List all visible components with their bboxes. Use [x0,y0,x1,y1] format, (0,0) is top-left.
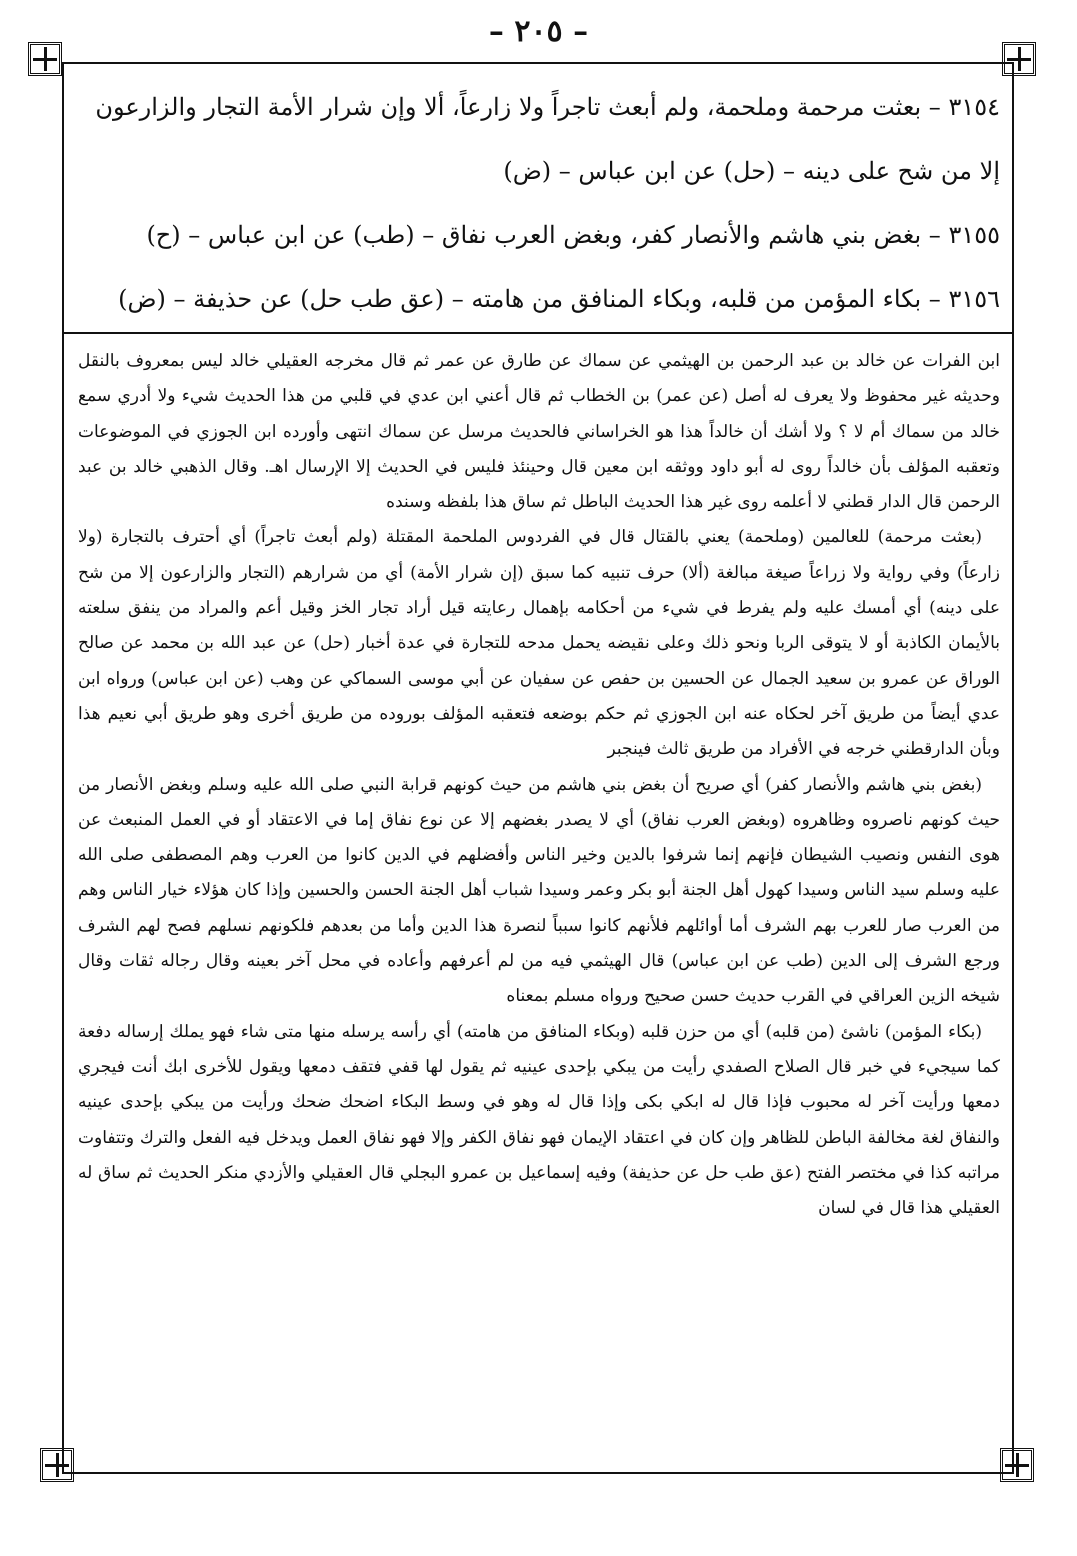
hadith-text: – بكاء المؤمن من قلبه، وبكاء المنافق من هامته – (عق طب حل) عن حذيفة – (ض) [118,285,941,313]
commentary-paragraph: (بغض بني هاشم والأنصار كفر) أي صريح أن بغض بني هاشم من حيث كونهم قرابة النبي صلى الله عليه وسلم وبغض الأنصار من حيث كونهم ناصروه وظاهروه (وبغض العرب نفاق) أي لا يصدر بغضهم إلا عن نوع نفاق إما في الاعتقاد أو في العمل المنبعث عن هوى النفس ونصيب الشيطان فإنهم إنما شرفوا بالدين وخير الناس وأفضلهم في الدين كانوا من العرب وهم المصطفى صلى الله عليه وسلم سيد الناس وسيدا كهول أهل الجنة أبو بكر وعمر وسيدا شباب أهل الجنة الحسن والحسين وإذا كان هؤلاء خيار الناس وهم من العرب صار للعرب بهم الشرف أما أوائلهم فلأنهم كانوا سبباً لنصرة هذا الدين وأما من بعدهم فلكونهم نسلهم فصح لهم الشرف ورجع الشرف إلى الدين (طب عن ابن عباس) قال الهيثمي فيه من لم أعرفهم وأعاده في محل آخر بعينه وقال رجاله ثقات وقال شيخه الزين العراقي في القرب حديث حسن صحيح ورواه مسلم بمعناه [78,774,1000,1007]
corner-ornament-icon [28,42,62,76]
hadith-number: ٣١٥٥ [948,221,1000,249]
header-dash-left: – [488,14,504,49]
hadith-list [80,75,1000,331]
commentary-paragraph: ابن الفرات عن خالد بن عبد الرحمن بن الهيثمي عن سماك عن طارق عن عمر ثم قال مخرجه العقيلي خالد ليس بمعروف بالنقل وحديثه غير محفوظ ولا يعرف له أصل (عن عمر) بن الخطاب ثم قال أعني ابن عدي في قلبي من هذا الحديث شيء ولا أدري سمع خالد من سماك أم لا ؟ ولا أشك أن خالداً هذا هو الخراساني فالحديث مرسل عن سماك انتهى وأورده ابن الجوزي في الموضوعات وتعقبه المؤلف بأن خالداً روى له أبو داود ووثقه ابن معين قال وحينئذ فليس في الحديث إلا الإرسال اهـ. وقال الذهبي خالد بن عبد الرحمن قال الدار قطني لا أعلمه روى غير هذا الحديث الباطل ثم ساق هذا بلفظه وسنده [78,351,1000,513]
header-dash-right: – [573,14,589,49]
hadith-entry [80,75,1000,203]
hadith-number: ٣١٥٦ [948,285,1000,313]
section-divider [62,332,1014,334]
hadith-text: – بعثت مرحمة وملحمة، ولم أبعث تاجراً ولا زارعاً، ألا وإن شرار الأمة التجار والزارعون إلا من شح على دينه – (حل) عن ابن عباس – (ض) [95,93,1000,185]
hadith-entry [80,267,1000,331]
page-number: ٢٠٥ [514,14,563,49]
hadith-entry [80,203,1000,267]
commentary-section [78,344,1000,1226]
commentary-paragraph: (بعثت مرحمة) للعالمين (وملحمة) يعني بالقتال قال في الفردوس الملحمة المقتلة (ولم أبعث تاجراً) أي أحترف بالتجارة (ولا زارعاً) وفي رواية ولا زراعاً صيغة مبالغة (ألا) حرف تنبيه كما سبق (إن شرار الأمة) أي من شرارهم (التجار والزارعون إلا من شح على دينه) أي أمسك عليه ولم يفرط في شيء من أحكامه بإهمال رعايته قيل أراد تجار الخز وقيل أعم والمراد من ينفق سلعته بالأيمان الكاذبة أو لا يتوقى الربا ونحو ذلك وعلى نقيضه يحمل مدحه للتجارة في عدة أخبار (حل) عن عبد الله بن محمد عن صالح الوراق عن عمرو بن سعيد الجمال عن الحسين بن حفص عن سفيان عن أبي موسى السماكي عن وهب (عن ابن عباس) ورواه ابن عدي أيضاً من طريق آخر لحكاه عنه ابن الجوزي ثم حكم بوضعه فتعقبه المؤلف بوروده من طريق أخرى وهو طريق أبي نعيم هذا وبأن الدارقطني خرجه في الأفراد من طريق ثالث فينجبر [78,527,1000,760]
commentary-paragraph: (بكاء المؤمن) ناشئ (من قلبه) أي من حزن قلبه (وبكاء المنافق من هامته) أي رأسه يرسله منها متى شاء فهو يملك إرساله دفعة كما سيجيء في خبر قال الصلاح الصفدي رأيت من يبكي بإحدى عينيه ثم يقول لها قفي فتقف دمعها ويقول للأخرى ابك أنت فيجري دمعها ورأيت آخر له محبوب فإذا قال له ابكي بكى وإذا قال له وهو في وسط البكاء اضحك ضحك ورأيت من يبكي بإحدى عينيه والنفاق لغة مخالفة الباطن للظاهر وإن كان في اعتقاد الإيمان فهو نفاق الكفر وإلا فهو نفاق العمل ويدخل فيه الفعل والترك وتتفاوت مراتبه كذا في مختصر الفتح (عق طب حل عن حذيفة) وفيه إسماعيل بن عمرو البجلي قال العقيلي والأزدي منكر الحديث ثم ساق له العقيلي هذا قال في لسان [78,1021,1000,1219]
page-header [0,14,1077,49]
hadith-number: ٣١٥٤ [948,93,1000,121]
hadith-text: – بغض بني هاشم والأنصار كفر، وبغض العرب نفاق – (طب) عن ابن عباس – (ح) [146,221,941,249]
